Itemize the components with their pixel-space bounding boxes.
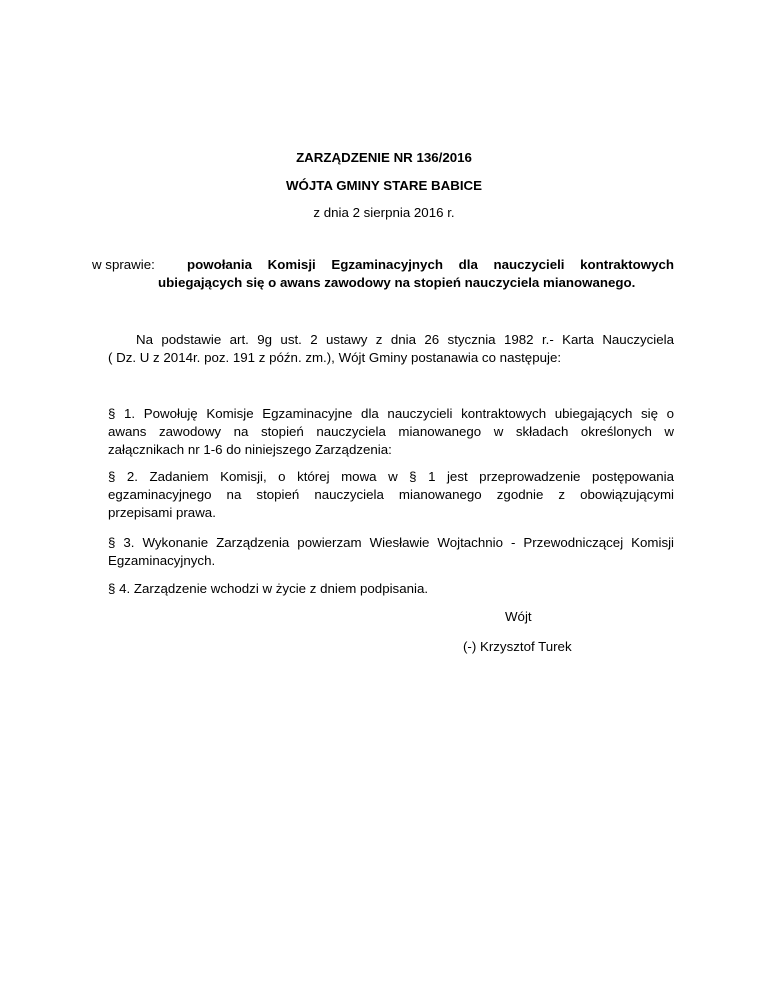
paragraph-2-line-2: egzaminacyjnego na stopień nauczyciela mianowanego zgodnie z obowiązującymi [108, 487, 674, 502]
subject-label: w sprawie: [92, 257, 155, 272]
paragraph-1-line-2: awans zawodowy na stopień nauczyciela mianowanego w składach określonych w [108, 424, 674, 439]
preamble-line-2: ( Dz. U z 2014r. poz. 191 z późn. zm.), Wójt Gminy postanawia co następuje: [108, 350, 562, 365]
paragraph-3-line-2: Egzaminacyjnych. [108, 553, 216, 568]
document-date: z dnia 2 sierpnia 2016 r. [313, 205, 455, 220]
preamble-line-1: Na podstawie art. 9g ust. 2 ustawy z dnia 26 stycznia 1982 r.- Karta Nauczyciela [136, 332, 674, 347]
paragraph-3-line-1: § 3. Wykonanie Zarządzenia powierzam Wiesławie Wojtachnio - Przewodniczącej Komisji [108, 535, 674, 550]
paragraph-4-line-1: § 4. Zarządzenie wchodzi w życie z dniem podpisania. [108, 581, 429, 596]
document-title: ZARZĄDZENIE NR 136/2016 [296, 150, 472, 165]
subject-line-1: powołania Komisji Egzaminacyjnych dla nauczycieli kontraktowych [187, 257, 674, 272]
paragraph-1-line-1: § 1. Powołuję Komisje Egzaminacyjne dla nauczycieli kontraktowych ubiegających się o [108, 406, 674, 421]
signature-name: (-) Krzysztof Turek [463, 639, 572, 654]
subject-line-2: ubiegających się o awans zawodowy na stopień nauczyciela mianowanego. [158, 275, 636, 290]
paragraph-1-line-3: załącznikach nr 1-6 do niniejszego Zarządzenia: [108, 442, 392, 457]
paragraph-2-line-3: przepisami prawa. [108, 505, 216, 520]
paragraph-2-line-1: § 2. Zadaniem Komisji, o której mowa w § 1 jest przeprowadzenie postępowania [108, 469, 674, 484]
issuing-authority: WÓJTA GMINY STARE BABICE [285, 178, 482, 193]
signature-title: Wójt [505, 609, 532, 624]
